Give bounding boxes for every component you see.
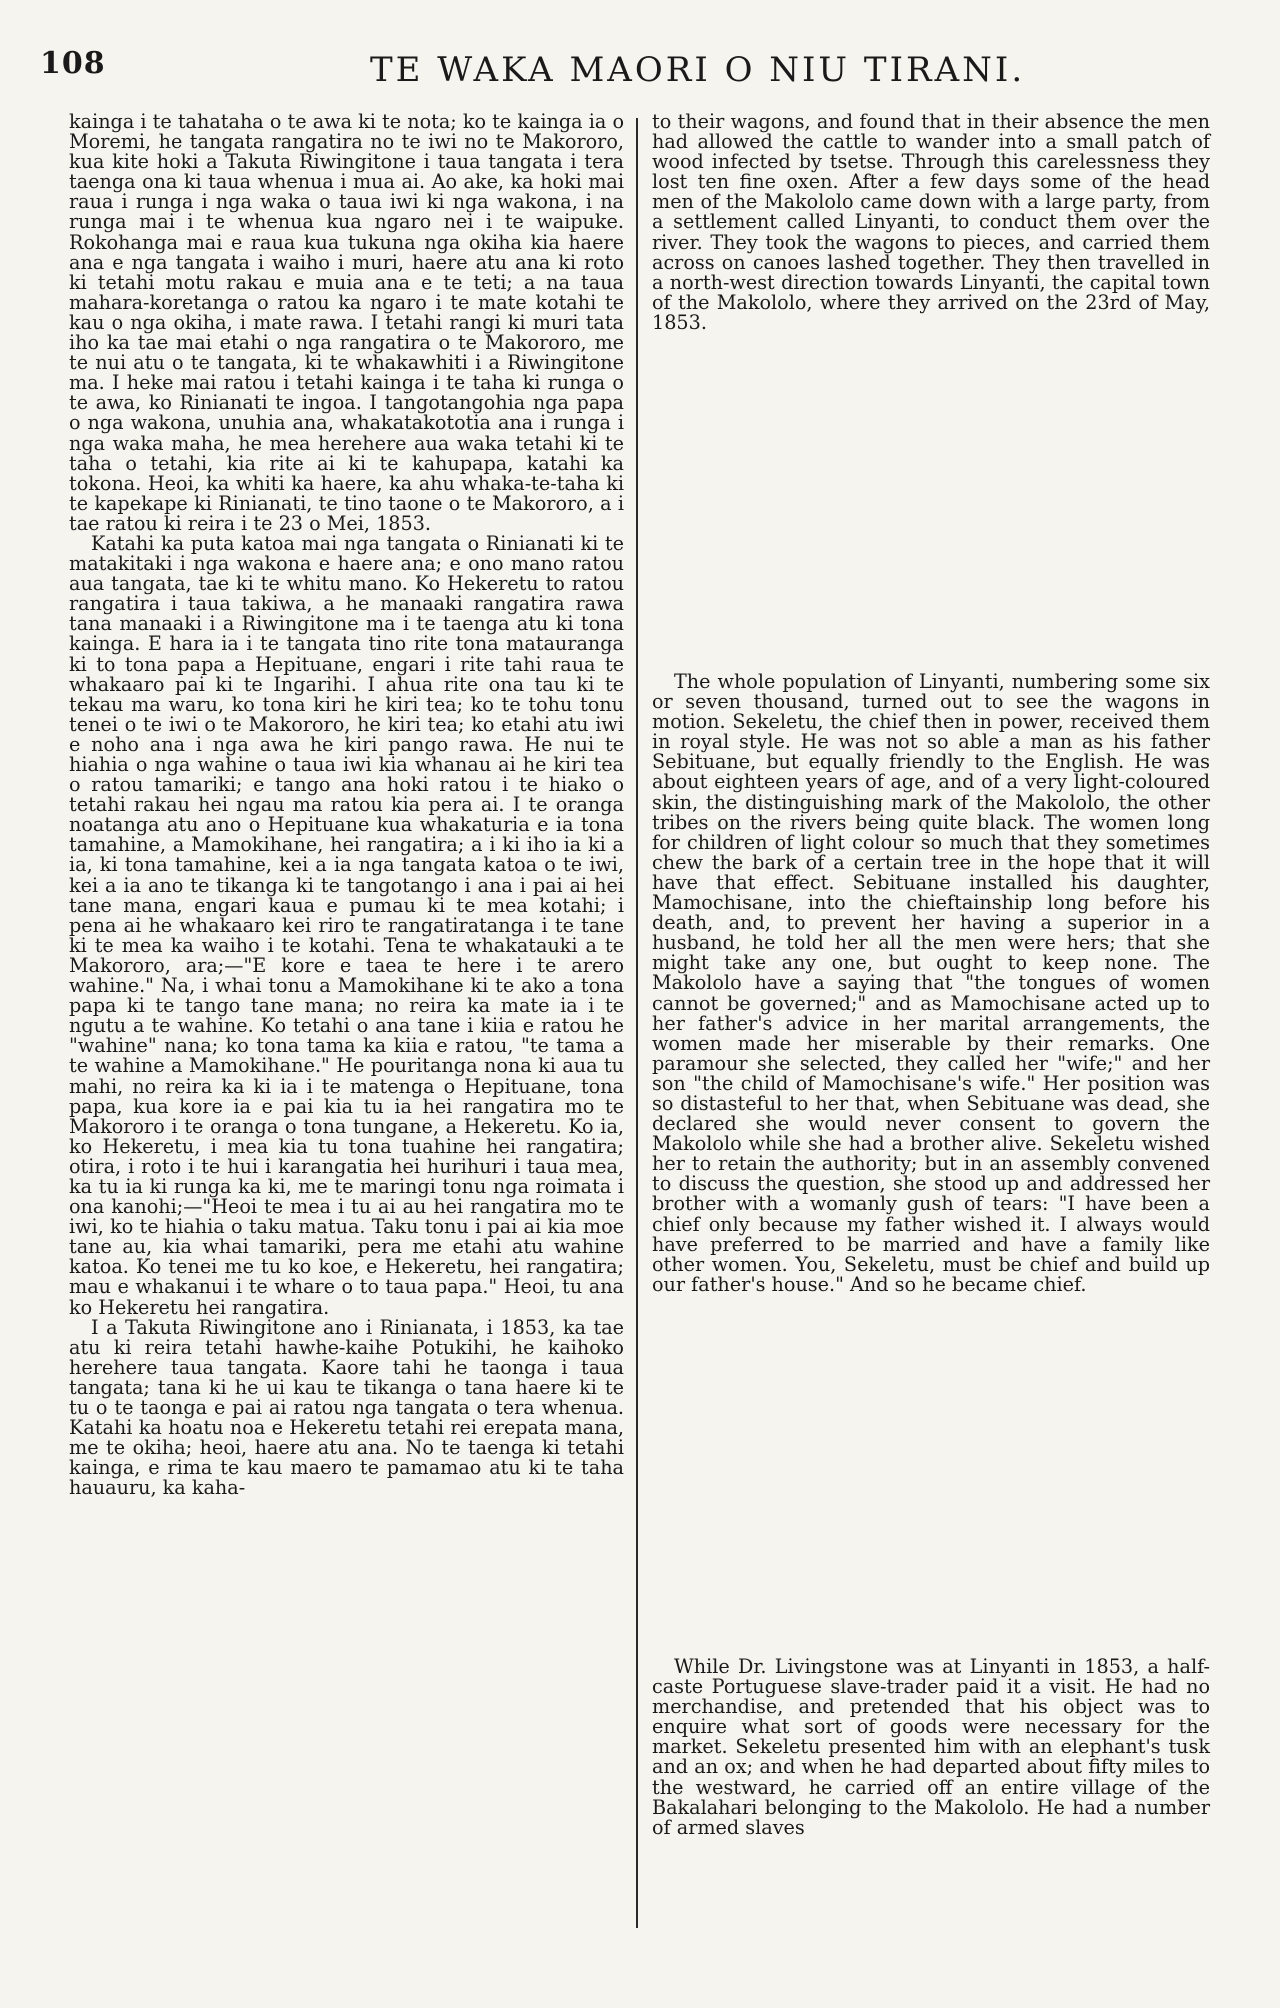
page-number: 108 [40,46,106,81]
english-paragraph: to their wagons, and found that in their absence the men had allowed the cattle to wander into a small patch of wood infected by tsetse. Through this carelessness they lost ten fine oxen. After a few days some of the head men of the Makololo came down with a large party, from a settlement called Linyanti, to conduct them over the river. They took the wagons to pieces, and carried them across on canoes lashed together. They then travelled in a north-west direction towards Linyanti, the capital town of the Makololo, where they arrived on the 23rd of May, 1853. [652,110,1210,334]
left-column-maori-text [69,112,624,1498]
column-divider [636,118,638,1928]
maori-paragraph: kainga i te tahataha o te awa ki te nota; ko te kainga ia o Moremi, he tangata rangatira no te iwi no te Makororo, kua kite hoki a Takuta Riwingitone i taua tangata i tera taenga ona ki taua whenua i mua ai. Ao ake, ka hoki mai raua i runga i nga waka o taua iwi ki nga wakona, i na runga mai i te whenua kua ngaro nei i te waipuke. Rokohanga mai e raua kua tukuna nga okiha kia haere ana e nga tangata i waiho i muri, haere atu ana ki roto ki tetahi motu rakau e muia ana e te teti; a na taua mahara-koretanga o ratou ka ngaro i te mate kotahi te kau o nga okiha, i mate rawa. I tetahi rangi ki muri tata iho ka tae mai etahi o nga rangatira o te Makororo, me te nui atu o te tangata, ki te whakawhiti i a Riwingitone ma. I heke mai ratou i tetahi kainga i te taha ki runga o te awa, ko Rinianati te ingoa. I tangotangohia nga papa o nga wakona, unuhia ana, whakatakototia ana i runga i nga waka maha, he mea herehere aua waka tetahi ki te taha o tetahi, kia rite ai ki te kahupapa, katahi ka tokona. Heoi, ka whiti ka haere, ka ahu whaka-te-taha ki te kapekape ki Rinianati, te tino taone o te Makororo, a i tae ratou ki reira i te 23 o Mei, 1853. [69,110,624,535]
english-paragraph: The whole population of Linyanti, numbering some six or seven thousand, turned out to see the wagons in motion. Sekeletu, the chief then in power, received them in royal style. He was not so able a man as his father Sebituane, but equally friendly to the English. He was about eighteen years of age, and of a very light-coloured skin, the distinguishing mark of the Makololo, the other tribes on the rivers being quite black. The women long for children of light colour so much that they sometimes chew the bark of a certain tree in the hope that it will have that effect. Sebituane installed his daughter, Mamochisane, into the chieftainship long before his death, and, to prevent her having a superior in a husband, he told her all the men were hers; that she might take any one, but ought to keep none. The Makololo have a saying that "the tongues of women cannot be governed;" and as Mamochisane acted up to her father's advice in her marital arrangements, the women made her miserable by their remarks. One paramour she selected, they called her "wife;" and her son "the child of Mamochisane's wife." Her position was so distasteful to her that, when Sebituane was dead, she declared she would never consent to govern the Makololo while she had a brother alive. Sekeletu wished her to retain the authority; but in an assembly convened to discuss the question, she stood up and addressed her brother with a womanly gush of tears: "I have been a chief only because my father wished it. I always would have preferred to be married and have a family like other women. You, Sekeletu, must be chief and build up our father's house." And so he became chief. [652,670,1210,1296]
publication-title: TE WAKA MAORI O NIU TIRANI. [370,50,1026,90]
page-header [40,38,1220,98]
maori-paragraph: I a Takuta Riwingitone ano i Rinianata, i 1853, ka tae atu ki reira tetahi hawhe-kaihe Potukihi, he kaihoko herehere taua tangata. Kaore tahi he taonga i taua tangata; tana ki he ui kau te tikanga o tana haere ki te tu o te taonga e pai ai ratou nga tangata o tera whenua. Katahi ka hoatu noa e Hekeretu tetahi rei erepata mana, me te okiha; heoi, haere atu ana. No te taenga ki tetahi kainga, e rima te kau maero te pamamao atu ki te taha hauauru, ka kaha- [69,1315,624,1500]
maori-paragraph: Katahi ka puta katoa mai nga tangata o Rinianati ki te matakitaki i nga wakona e haere ana; e ono mano ratou aua tangata, tae ki te whitu mano. Ko Hekeretu to ratou rangatira i taua takiwa, a he manaaki rangatira rawa tana manaaki i a Riwingitone ma i te taenga atu ki tona kainga. E hara ia i te tangata tino rite tona matauranga ki to tona papa a Hepituane, engari i rite tahi raua te whakaaro pai ki te Ingarihi. I ahua rite ona tau ki te tekau ma waru, ko tona kiri he kiri tea; ko te tohu tonu tenei o te iwi o te Makororo, he kiri tea; ko etahi atu iwi e noho ana i nga awa he kiri pango rawa. He nui te hiahia o nga wahine o taua iwi kia whanau ai he kiri tea o ratou tamariki; e tango ana hoki ratou i te hiako o tetahi rakau hei ngau ma ratou kia pera ai. I te oranga noatanga atu ano o Hepituane kua whakaturia e ia tona tamahine, a Mamokihane, hei rangatira; a i ki iho ia ki a ia, ki tona tamahine, kei a ia nga tangata katoa o te iwi, kei a ia ano te tikanga ki te tangotango i ana i pai ai hei tane mana, engari kaua e pumau ki te mea kotahi; i pena ai he whakaaro kei riro te rangatiratanga i te tane ki te mea ka waiho i te kotahi. Tena te whakatauki a te Makororo, ara;—"E kore e taea te here i te arero wahine." Na, i whai tonu a Mamokihane ki te ako a tona papa ki te tango tane mana; no reira ka mate ia i te ngutu a te wahine. Ko tetahi o ana tane i kiia e ratou he "wahine" nana; ko tona tama ka kiia e ratou, "te tama a te wahine a Mamokihane." He pouritanga nona ki aua tu mahi, no reira ka ki ia i te matenga o Hepituane, tona papa, kua kore ia e pai kia tu ia hei rangatira mo te Makororo i te oranga o tona tungane, a Hekeretu. Ko ia, ko Hekeretu, i mea kia tu tona tuahine hei rangatira; otira, i roto i te hui i karangatia hei hurihuri i taua mea, ka tu ia ki runga ka ki, me te maringi tonu nga roimata i ona kanohi;—"Heoi te mea i tu ai au hei rangatira mo te iwi, ko te hiahia o taku matua. Taku tonu i pai ai kia moe tane au, kia whai tamariki, pera me etahi atu wahine katoa. Ko tenei me tu ko koe, e Hekeretu, hei rangatira; mau e whakanui i te whare o to taua papa." Heoi, tu ana ko Hekeretu hei rangatira. [69,531,624,1319]
english-paragraph: While Dr. Livingstone was at Linyanti in 1853, a half-caste Portuguese slave-trader paid it a visit. He had no merchandise, and pretended that his object was to enquire what sort of goods were necessary for the market. Sekeletu presented him with an elephant's tusk and an ox; and when he had departed about fifty miles to the westward, he carried off an entire village of the Bakalahari belonging to the Makololo. He had a number of armed slaves [652,1655,1210,1839]
